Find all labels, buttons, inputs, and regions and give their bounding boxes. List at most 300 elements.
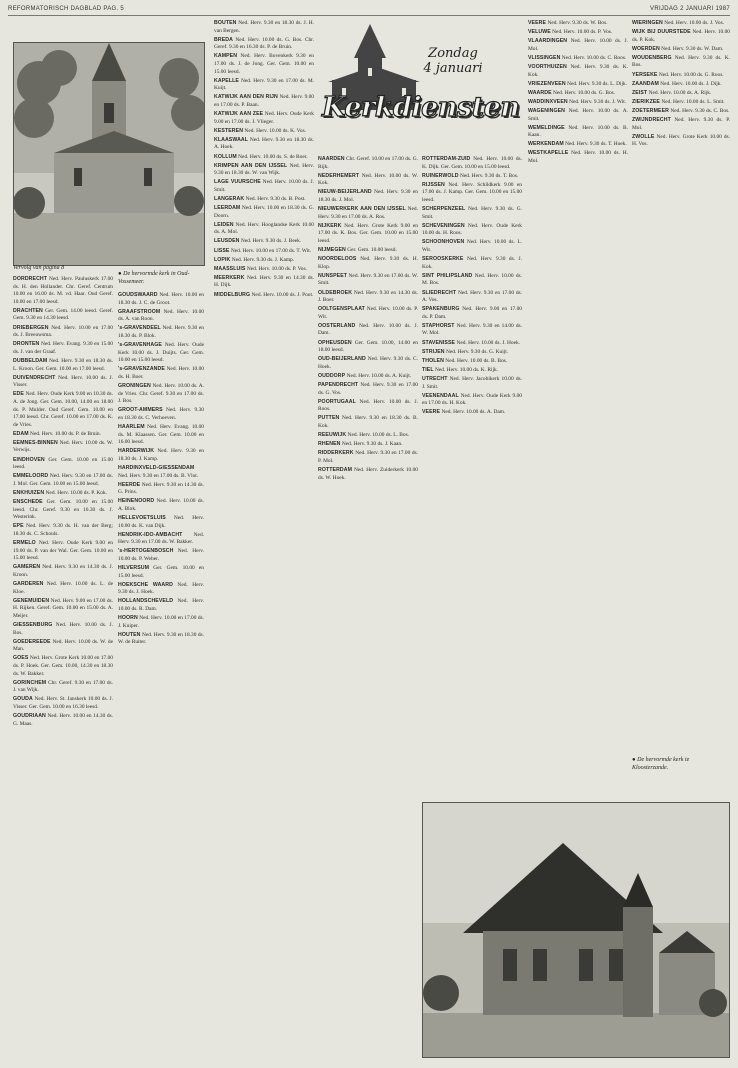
church-listing [422,206,522,221]
listing-place: 's-GRAVENDEEL [118,325,161,332]
church-listing [118,598,204,613]
church-listing [318,273,418,288]
listing-text: Ned. Herv. Oude Kerk 9.00 en 17.00 ds. J. Vlieger. [214,111,314,125]
church-listing [422,239,522,254]
listing-place: NIEUWERKERK AAN DEN IJSSEL [318,206,406,213]
listing-place: DUBBELDAM [13,357,48,364]
church-listing [318,173,418,188]
church-listing [214,163,314,178]
church-listing [118,424,204,447]
listing-place: MAASSLUIS [214,265,246,272]
listing-place: VOORTHUIZEN [528,63,567,70]
listing-text: Ned. Herv. Bovenkerk 9.30 en 17.00 ds. J. de Jong. Ger. Gem. 10.00 en 15.00 leesd. [214,53,314,75]
church-listing [528,38,628,53]
date-line-1: Zondag [428,46,478,61]
listing-place: HOEKSCHE WAARD [118,581,173,588]
listing-place: GOEDEREEDE [13,638,51,645]
title-illustration [318,22,520,150]
listing-place: HILVERSUM [118,565,150,572]
date-heading [408,46,498,76]
listing-text: Ned. Herv. 10.00 en 17.00 ds. J. Kuiper. [118,615,204,629]
church-listing [13,639,113,654]
church-listing [214,53,314,76]
listing-text: Ned. Herv. Evang. 10.00 ds. M. Klaassen. Ger. Gem. 10.00 en 16.00 leesd. [118,424,204,446]
church-listing [422,306,522,321]
listing-place: KATWIJK AAN ZEE [214,111,264,118]
church-listing [422,173,522,181]
column-5 [422,156,522,796]
church-listing [214,20,314,35]
listing-place: ENKHUIZEN [13,489,45,496]
church-listing [214,266,314,274]
church-listing [13,523,113,538]
listing-text: Ger. Gem. 10.00 en 15.00 leesd. [13,456,113,471]
church-listing [214,257,314,265]
church-listing [318,340,418,355]
listing-place: EINDHOVEN [13,456,45,463]
church-listing [632,108,730,116]
listing-place: HEERDE [118,481,141,488]
listing-text: Ned. Herv. 10.00 ds. J. Roos. [318,398,418,413]
listing-text: Chr. Geref. 9.30 en 17.00 ds. J. van Wijk. [13,679,113,694]
listing-place: VLAARDINGEN [528,38,568,45]
column-7 [632,20,730,700]
church-listing [632,72,730,80]
listing-text: Ned. Herv. 9.30 en 18.30 ds. C. Verhoeven. [118,407,204,421]
church-listing [528,99,628,107]
listing-place: HENDRIK-IDO-AMBACHT [118,531,183,538]
listing-text: Ned. Herv. 9.30 ds. P. Mol. [632,117,730,131]
listing-text: Ned. Herv. 9.30 en 18.30 ds. P. Blok. [118,325,204,339]
listing-text: Ned. Herv. Zuiderkerk 10.00 ds. W. Hoek. [318,466,418,481]
church-listing [318,356,418,371]
church-listing [214,205,314,220]
listing-text: Ned. Herv. 9.30 en 17.00 ds. B. Vlot. [118,472,199,479]
listing-text: Ned. Herv. Oude Kerk 9.00 en 19.00 ds. P. van der Wal. Ger. Gem. 10.00 en 15.00 leesd. [13,540,113,562]
church-listing [422,393,522,408]
listing-text: Ned. Herv. 10.00 ds. L. Wit. [422,239,522,254]
listing-place: KLAASWAAL [214,136,249,143]
listing-place: EMMELOORD [13,473,49,480]
listing-place: ZOETERMEER [632,107,670,114]
church-listing [528,55,628,63]
listing-text: Ned. Herv. 9.30 en 18.30 ds. L. Kroon. Ger. Gem. 10.00 en 17.00 leesd. [13,357,113,372]
church-listing [13,440,113,455]
church-photo-right [422,802,730,1058]
listing-place: EPE [13,523,24,530]
listing-text: Ned. Herv. 9.30 ds. K. Bos. [632,54,730,69]
listing-text: Ned. Herv. 10.00 ds. P. Kok. [45,489,108,496]
listing-text: Ned. Herv. 10.00 ds. J. Poot. [251,291,314,298]
listing-text: Ned. Herv. 10.00 ds. J. Hoek. [456,339,521,346]
listing-text: Ned. Herv. 10.00 ds. L. de Kloe. [13,580,113,595]
church-listing [528,20,628,28]
listing-text: Chr. Geref. 10.00 en 17.00 ds. G. Rijk. [318,156,418,170]
church-listing [118,366,204,381]
listing-text: Ned. Herv. 9.30 ds. L. Dijk. [567,80,628,87]
listing-place: GROOT-AMMERS [118,407,163,414]
caption-right-text: De hervormde kerk te Kloosterzande. [632,757,690,771]
listing-text: Ned. Herv. 9.30 ds. W. Dam. [661,45,724,52]
listing-place: DRONTEN [13,341,40,348]
listing-place: ZIERIKZEE [632,98,660,105]
church-listing [118,309,204,324]
listing-place: WIERINGEN [632,20,663,26]
church-listing [13,358,113,373]
church-listing [214,111,314,126]
church-listing [422,273,522,288]
listing-text: Ned. Herv. Oude Kerk 9.00 en 10.30 ds. A. de Jong. Ger. Gem. 10.00, 14.00 en 18.00 ds. P. Mulder. Oud Geref. Gem. 10.00 en 17.00 leesd. Chr. Geref. 10.00 en 17.00 ds. K. de Vries. [13,391,113,428]
church-listing [422,323,522,338]
listing-text: Ned. Herv. 10.00 ds. C. Roos. [561,54,627,61]
listing-text: Ned. Herv. 9.30 en 14.30 ds. J. Kroon. [13,564,113,578]
listing-place: HARDERWIJK [118,448,155,455]
church-listing [318,450,418,465]
listing-place: OOLTGENSPLAAT [318,306,365,313]
listing-place: LISSE [214,247,230,254]
date-line-2: 4 januari [423,61,483,76]
listing-text: Ned. Herv. 10.00 ds. K. Vos. [244,127,307,134]
listing-place: ENSCHEDE [13,499,43,506]
listing-place: STRIJEN [422,348,445,355]
listing-place: MEERKERK [214,274,245,281]
church-listing [632,55,730,70]
listing-text: Ned. Herv. 9.00 en 17.00 ds. P. Dam. [422,306,522,320]
listing-place: VLISSINGEN [528,54,561,61]
listing-text: Ned. Herv. 9.30 en 18.30 ds. B. Kok. [318,415,418,429]
church-listing [318,382,418,397]
section-title: Kerkdiensten [322,92,520,123]
listing-place: KESTEREN [214,127,244,134]
church-listing [422,156,522,171]
listing-text: Ned. Herv. 10.00 ds. P. Vos. [552,29,613,36]
church-listing [118,515,204,530]
church-listing [422,349,522,357]
listing-place: LEIDEN [214,221,234,228]
church-listing [118,498,204,513]
church-listing [13,391,113,429]
church-listing [13,581,113,596]
listing-text: Ned. Herv. 10.00 ds. R. Dam. [118,598,204,613]
church-listing [632,99,730,107]
listing-text: Ned. Herv. 10.00 ds. P. Vos. [246,265,307,272]
listing-text: Ned. Herv. 10.00 ds. J. Dam. [318,322,418,337]
listing-text: Ned. Herv. Hooglandse Kerk 10.00 ds. A. Mol. [214,221,314,236]
listing-text: Ned. Herv. 10.00 ds. P. Wit. [318,306,418,320]
church-listing [318,441,418,449]
listing-place: OUD-BEIJERLAND [318,356,366,363]
listing-place: LEERDAM [214,205,241,212]
church-listing [632,46,730,54]
church-listing [13,499,113,522]
listing-place: NAARDEN [318,156,345,162]
church-listing [13,457,113,472]
listing-place: OPHEUSDEN [318,339,352,346]
listing-place: TIEL [422,366,434,373]
listing-text: Ned. Herv. 9.30 en 17.00 ds. A. Ros. [318,206,418,220]
church-listing [318,256,418,271]
listing-text: Ned. Herv. 10.00 ds. J. Mol. [528,38,628,52]
listing-place: 's-HERTOGENBOSCH [118,548,174,555]
listing-place: EDAM [13,430,29,437]
listing-text: Ned. Herv. Oude Kerk 9.00 en 17.00 ds. H. Kok. [422,392,522,407]
listing-place: NIJKERK [318,222,342,229]
church-listing [528,150,628,165]
church-listing [13,655,113,678]
listing-place: ERMELO [13,540,36,546]
church-listing [318,247,418,255]
listing-text: Ned. Herv. 9.30 ds. J. Hoek. [118,581,204,596]
listing-text: Ger. Gem. 10.00 en 15.00 leesd. [118,565,204,579]
church-listing [13,622,113,637]
listing-place: WOERDEN [632,45,660,52]
church-listing [118,292,204,307]
column-1 [13,276,113,1066]
listing-place: DUIVENDRECHT [13,374,56,381]
listing-place: SCHOONHOVEN [422,239,465,246]
listing-text: Ned. Herv. Grote Kerk 9.00 en 17.00 ds. K. Bos. Ger. Gem. 10.00 en 15.00 leesd. [318,222,418,244]
church-listing [214,137,314,152]
church-listing [13,375,113,390]
listing-place: LAGE VUURSCHE [214,179,261,186]
listing-text: Ned. Herv. 10.00 ds. J. Vos. [664,20,725,26]
listing-place: LOPIK [214,256,231,263]
church-listing [632,29,730,44]
listing-text: Ned. Herv. 10.00 ds. J. Dijk. [660,80,722,87]
listing-place: HELLEVOETSLUIS [118,515,166,522]
church-listing [318,306,418,321]
church-photo-left [13,42,205,266]
church-listing [214,275,314,290]
listing-place: SLIEDRECHT [422,289,457,296]
listing-place: NIJMEGEN [318,247,346,254]
listing-text: Ned. Herv. 10.00 en 17.00 ds. J. Breeuwsma. [13,324,113,339]
listing-text: Ned. Herv. 9.00 en 17.00 ds. H. Rijken. Geref. Gem. 10.00 en 15.00 ds. A. Meijer. [13,597,113,619]
listing-text: Ned. Herv. 9.30 en 17.00 ds. W. Smit. [318,272,418,287]
church-listing [528,29,628,37]
church-listing [118,342,204,365]
listing-text: Ned. Herv. 9.30 en 17.00 ds. A. Vos. [422,289,522,304]
listing-text: Ned. Herv. 10.00 ds. G. Bos. [553,89,616,96]
listing-text: Ned. Herv. Grote Kerk 10.00 ds. H. Vos. [632,133,730,148]
listing-place: HOUTEN [118,631,141,638]
listing-place: RIDDERKERK [318,450,354,457]
listing-place: OOSTERLAND [318,322,356,329]
listing-place: KOLLUM [214,153,237,160]
listing-place: DRACHTEN [13,307,43,314]
church-listing [422,340,522,348]
church-listing [528,108,628,123]
column-6 [528,20,628,700]
listing-text: Ned. Herv. 9.30 en 18.30 ds. J. Kamp. [118,448,204,462]
listing-text: Ger. Gem. 10.00, 14.00 en 18.00 leesd. [318,339,418,354]
listing-text: Ned. Herv. 9.30 ds. K. Kok. [528,63,628,78]
listing-text: Ned. Herv. Oude Kerk 10.00 ds. J. Duijts. Ger. Gem. 10.00 en 15.00 leesd. [118,342,204,364]
church-listing [118,615,204,630]
church-listing [528,125,628,140]
church-listing [318,223,418,246]
listing-text: Ned. Herv. 9.30 ds. J. Kok. [422,256,522,270]
church-listing [118,482,204,497]
listing-place: STAPHORST [422,322,455,329]
listing-text: Ned. Herv. 9.30 ds. H. Klop. [318,256,418,270]
listing-place: SEROOSKERKE [422,256,464,263]
listing-place: WERKENDAM [528,141,564,148]
listing-place: KAPELLE [214,77,239,84]
church-listing [118,407,204,422]
listing-place: GORINCHEM [13,679,47,686]
listing-text: Ned. Herv. 9.30 ds. C. Bos. [670,107,730,114]
listing-place: WEMELDINGE [528,124,565,131]
church-listing [632,134,730,149]
listing-place: VELUWE [528,29,551,36]
listing-text: Ned. Herv. 10.00 ds. A. Blok. [118,498,204,512]
listing-place: 's-GRAVENZANDE [118,366,165,373]
listing-place: THOLEN [422,357,444,364]
listing-text: Ned. Herv. 10.00 ds. M. Bos. [422,272,522,287]
church-listing [13,598,113,621]
caption-right: ● De hervormde kerk te Kloosterzande. [632,757,690,771]
church-listing [13,341,113,356]
listing-text: Ned. Herv. 9.00 en 17.00 ds. P. Baan. [214,94,314,108]
listing-place: MIDDELBURG [214,291,251,298]
listing-place: SCHEVENINGEN [422,222,465,229]
column-3 [214,20,314,1060]
listing-text: Ned. Herv. 10.00 ds. A. Kuijt. [346,372,412,379]
listing-place: EDE [13,391,24,398]
church-listing [13,490,113,498]
listing-place: ZAANDAM [632,80,659,87]
church-listing [13,540,113,563]
listing-place: PAPENDRECHT [318,382,359,389]
listing-text: Ned. Herv. 10.00 ds. L. Smit. [661,98,725,105]
listing-place: GOES [13,655,29,662]
church-listing [632,20,730,28]
church-listing [632,117,730,132]
listing-text: Ned. Herv. 9.30 ds. J. Kamp. [231,256,295,263]
caption-left-text: De hervormde kerk in Oud-Vossemeer. [118,271,190,285]
listing-place: DRIEBERGEN [13,324,49,331]
listing-place: HOLLANDSCHEVELD [118,598,174,605]
church-listing [422,409,522,417]
listing-text: Ned. Herv. 10.00 ds. K. van Dijk. [118,515,204,529]
listing-text: Ned. Herv. 10.00 ds. L. Bos. [347,432,410,439]
listing-text: Ned. Herv. 10.00 en 18.30 ds. J. C. de Groot. [118,292,204,306]
church-listing [528,81,628,89]
page-header [8,3,730,15]
listing-text: Ned. Herv. Jacobikerk 10.00 ds. J. Smit. [422,375,522,390]
listing-text: Ned. Herv. 10.00 en 18.30 ds. G. Doorn. [214,205,314,219]
listing-place: STAVENISSE [422,339,456,346]
listing-text: Ned. Herv. St. Janskerk 10.00 ds. J. Visser. Ger. Gem. 10.00 en 16.30 leesd. [13,696,113,710]
listing-place: HOORN [118,615,138,622]
church-listing [13,431,113,439]
church-listing [13,473,113,488]
church-listing [13,713,113,728]
church-listing [318,206,418,221]
listing-text: Ned. Herv. 10.00 ds. A. Rijk. [648,89,712,96]
church-listing [632,81,730,89]
church-listing [214,37,314,52]
listing-text: Ned. Herv. 10.00 ds. K. Dijk. Ger. Gem. 10.00 en 15.00 leesd. [422,156,522,170]
listing-text: Ned. Herv. 10.00 ds. P. Kok. [632,29,730,43]
listing-text: Ned. Herv. 9.30 en 17.00 ds. G. Vos. [318,382,418,396]
church-listing [318,415,418,430]
listing-text: Ned. Herv. 9.30 ds. T. Hoek. [565,141,627,148]
listing-text: Ger. Gem. 10.00 en 15.00 leesd. Chr. Geref. 9.30 en 16.30 ds. J. Westerink. [13,499,113,521]
church-listing [214,222,314,237]
listing-place: WADDINXVEEN [528,98,568,105]
listing-place: KAMPEN [214,53,238,60]
listing-place: ZEIST [632,89,648,96]
church-listing [118,632,204,647]
listing-place: RHENEN [318,441,341,448]
listing-place: GRAAFSTROOM [118,308,161,315]
continued-note: Vervolg van pagina 8 [13,265,65,271]
listing-place: WIJK BIJ DUURSTEDE [632,29,691,36]
listing-text: Ned. Herv. 10.00 ds. H. Boer. [118,366,204,380]
listing-text: Ned. Herv. 9.30 en 18.30 ds. W. van Wijk. [214,162,314,177]
listing-place: DORDRECHT [13,276,48,282]
listing-text: Ned. Herv. 10.00 ds. G. Roos. [658,71,724,78]
church-listing [118,532,204,547]
listing-place: RIJSSEN [422,181,445,188]
listing-place: SPAKENBURG [422,306,460,313]
church-listing [118,565,204,580]
listing-place: ROTTERDAM-ZUID [422,156,471,162]
church-listing [13,696,113,711]
listing-text: Ned. Herv. 9.30 ds. J. Beek. [240,238,302,245]
church-listing [528,64,628,79]
listing-place: BOUTEN [214,20,237,26]
church-listing [214,196,314,204]
listing-place: ROTTERDAM [318,466,353,473]
caption-left: ● De hervormde kerk in Oud-Vossemeer. [118,271,190,285]
listing-text: Ned. Herv. 10.00 ds. W. de Man. [13,638,113,653]
listing-text: Ned. Herv. 10.00 ds. J. Smit. [214,179,314,193]
listing-text: Ned. Herv. 10.00 ds. A. van Roon. [118,308,204,323]
church-listing [422,376,522,391]
church-listing [318,399,418,414]
listing-place: SINT PHILIPSLAND [422,272,473,279]
column-4 [318,156,418,1060]
listing-text: Ned. Herv. 9.30 en 14.00 ds. W. Mol. [422,322,522,337]
listing-text: Ned. Herv. 10.00 ds. B. Kaan. [528,124,628,139]
listing-place: NUNSPEET [318,272,348,279]
listing-place: GOUDA [13,696,33,703]
church-listing [214,238,314,246]
listing-text: Ned. Herv. 9.30 en 17.00 ds. M. Kuijt. [214,77,314,92]
listing-text: Ned. Herv. 9.30 ds. G. Smit. [422,206,522,220]
listing-place: WAGENINGEN [528,107,566,114]
listing-place: GENEMUIDEN [13,597,50,604]
church-listing [118,548,204,563]
church-listing [422,182,522,205]
church-listing [528,141,628,149]
listing-text: Ned. Herv. 9.30 ds. T. Bos. [460,172,519,179]
listing-place: NIEUW-BEIJERLAND [318,189,372,196]
listing-place: NOORDELOOS [318,256,357,263]
listing-place: UTRECHT [422,375,448,382]
listing-place: YERSEKE [632,71,658,78]
listing-place: RUINERWOLD [422,172,459,179]
listing-place: PUTTEN [318,415,340,422]
listing-place: REEUWIJK [318,432,347,439]
listing-text: Ger. Gem. 14.00 leesd. Geref. Gem. 9.30 en 14.30 leesd. [13,307,113,322]
listing-place: POORTUGAAL [318,398,356,405]
church-listing [318,373,418,381]
listing-text: Ned. Herv. 10.00 ds. B. Bos. [445,357,508,364]
